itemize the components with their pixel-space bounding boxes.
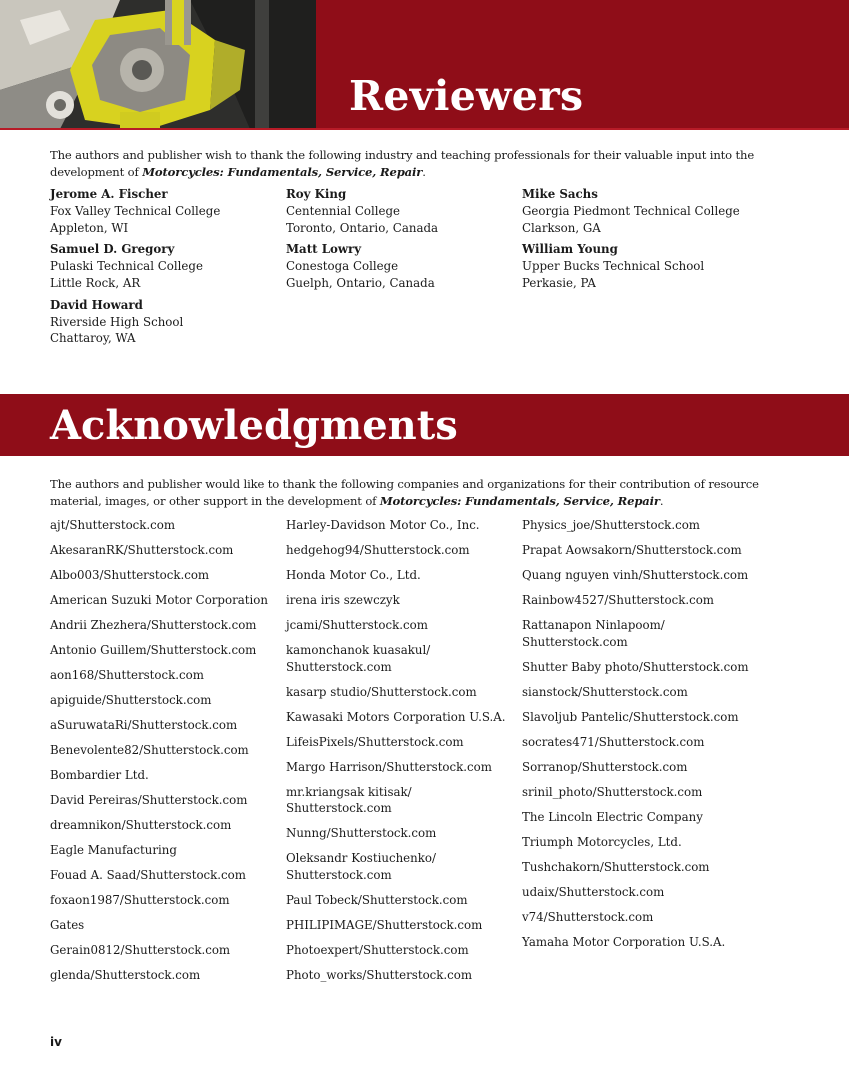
credit-list-item xyxy=(50,692,282,709)
engine-cutaway-illustration xyxy=(0,0,316,129)
credit-name-continued: Shutterstock.com xyxy=(286,801,392,815)
credit-name: Slavoljub Pantelic/Shutterstock.com xyxy=(522,709,739,724)
credit-list-item xyxy=(286,759,518,776)
credit-list-item xyxy=(50,942,282,959)
credit-name: glenda/Shutterstock.com xyxy=(50,968,201,982)
credit-list-item xyxy=(286,709,518,726)
credit-list-item xyxy=(286,592,518,609)
credit-list-item xyxy=(286,892,518,909)
credit-list-item xyxy=(286,642,518,675)
page-number: iv xyxy=(50,1035,62,1049)
credit-name: mr.kriangsak kitisak/ xyxy=(286,784,412,799)
credit-name-continued: Shutterstock.com xyxy=(522,634,628,649)
credit-name: Oleksandr Kostiuchenko/ xyxy=(286,851,436,865)
credit-name: foxaon1987/Shutterstock.com xyxy=(50,893,230,907)
credit-list-item xyxy=(522,934,754,951)
credit-list-item xyxy=(50,817,282,834)
credit-name: PHILIPIMAGE/Shutterstock.com xyxy=(286,917,483,932)
credit-name: srinil_photo/Shutterstock.com xyxy=(522,784,703,799)
credit-list-item xyxy=(286,917,518,934)
credit-list-item xyxy=(522,859,754,876)
credit-list-item xyxy=(286,967,518,984)
credit-list-item xyxy=(50,667,282,684)
reviewers-heading: Reviewers xyxy=(349,72,584,120)
reviewer-institution: Fox Valley Technical College xyxy=(50,203,221,218)
reviewer-entry xyxy=(50,186,280,236)
acknowledgments-column-1 xyxy=(50,517,282,992)
reviewer-entry xyxy=(522,241,752,291)
credit-list-item xyxy=(522,759,754,776)
credit-list-item xyxy=(50,592,282,609)
reviewer-entry xyxy=(286,186,516,236)
reviewers-header xyxy=(0,0,849,129)
credit-name: Paul Tobeck/Shutterstock.com xyxy=(286,892,468,907)
credit-list-item xyxy=(50,617,282,634)
credit-name: Photo_works/Shutterstock.com xyxy=(286,967,473,982)
reviewer-entry xyxy=(286,241,516,291)
credit-name: socrates471/Shutterstock.com xyxy=(522,734,705,749)
credit-name: Harley-Davidson Motor Co., Inc. xyxy=(286,518,480,532)
credit-name: sianstock/Shutterstock.com xyxy=(522,684,688,699)
credit-name: Margo Harrison/Shutterstock.com xyxy=(286,759,492,774)
reviewer-location: Toronto, Ontario, Canada xyxy=(286,220,439,235)
credit-name: Rainbow4527/Shutterstock.com xyxy=(522,593,714,607)
credit-list-item xyxy=(286,784,518,817)
reviewer-location: Chattaroy, WA xyxy=(50,331,136,346)
credit-list-item xyxy=(286,684,518,701)
credit-name: Honda Motor Co., Ltd. xyxy=(286,568,421,582)
reviewer-entry xyxy=(50,297,280,347)
credit-list-item xyxy=(286,734,518,751)
reviewer-name: Samuel D. Gregory xyxy=(50,242,175,257)
reviewer-entry xyxy=(522,186,752,236)
reviewer-entry xyxy=(50,241,280,291)
reviewer-location: Clarkson, GA xyxy=(522,220,601,235)
credit-name: American Suzuki Motor Corporation xyxy=(50,593,268,607)
credit-list-item xyxy=(50,917,282,934)
credit-name: Gerain0812/Shutterstock.com xyxy=(50,943,231,957)
credit-list-item xyxy=(286,567,518,584)
credit-list-item xyxy=(522,659,754,676)
reviewers-column-3 xyxy=(522,186,752,297)
acknowledgments-column-3 xyxy=(522,517,754,959)
credit-list-item xyxy=(522,884,754,901)
credit-list-item xyxy=(522,542,754,559)
credit-list-item xyxy=(522,809,754,826)
credit-name: David Pereiras/Shutterstock.com xyxy=(50,793,248,807)
credit-name: Triumph Motorcycles, Ltd. xyxy=(522,834,682,849)
credit-list-item xyxy=(522,517,754,534)
credit-name: Kawasaki Motors Corporation U.S.A. xyxy=(286,709,506,724)
credit-list-item xyxy=(522,784,754,801)
credit-list-item xyxy=(286,825,518,842)
credit-list-item xyxy=(286,542,518,559)
credit-name: ajt/Shutterstock.com xyxy=(50,518,176,532)
credit-name: jcami/Shutterstock.com xyxy=(286,618,428,632)
credit-list-item xyxy=(286,617,518,634)
credit-name: Gates xyxy=(50,918,85,932)
credit-list-item xyxy=(522,709,754,726)
credit-name: kasarp studio/Shutterstock.com xyxy=(286,684,477,699)
header-rule xyxy=(0,128,849,130)
reviewer-institution: Centennial College xyxy=(286,203,401,218)
reviewers-intro-book-title: Motorcycles: Fundamentals, Service, Repair xyxy=(142,165,423,179)
credit-list-item xyxy=(522,734,754,751)
credit-name: Eagle Manufacturing xyxy=(50,843,177,857)
credit-name: The Lincoln Electric Company xyxy=(522,809,703,824)
credit-name: Bombardier Ltd. xyxy=(50,768,149,782)
acknowledgments-intro xyxy=(50,476,770,510)
credit-name: AkesaranRK/Shutterstock.com xyxy=(50,543,234,557)
acknowledgments-column-2 xyxy=(286,517,518,992)
acknowledgments-heading: Acknowledgments xyxy=(50,402,458,449)
credit-name: Sorranop/Shutterstock.com xyxy=(522,759,688,774)
credit-list-item xyxy=(50,767,282,784)
credit-name: Fouad A. Saad/Shutterstock.com xyxy=(50,868,246,882)
credit-list-item xyxy=(522,617,754,650)
credit-list-item xyxy=(522,909,754,926)
reviewer-location: Perkasie, PA xyxy=(522,275,596,290)
reviewers-column-2 xyxy=(286,186,516,297)
credit-name: Shutter Baby photo/Shutterstock.com xyxy=(522,659,749,674)
credit-name: Benevolente82/Shutterstock.com xyxy=(50,743,249,757)
credit-name: Tushchakorn/Shutterstock.com xyxy=(522,859,710,874)
credit-name: LifeisPixels/Shutterstock.com xyxy=(286,734,464,749)
credit-name: Rattanapon Ninlapoom/ xyxy=(522,618,665,632)
credit-list-item xyxy=(522,834,754,851)
reviewer-institution: Conestoga College xyxy=(286,259,399,274)
reviewer-institution: Riverside High School xyxy=(50,314,184,329)
credit-name: Quang nguyen vinh/Shutterstock.com xyxy=(522,568,749,582)
credit-list-item xyxy=(50,842,282,859)
reviewer-institution: Upper Bucks Technical School xyxy=(522,259,705,274)
reviewer-name: Jerome A. Fischer xyxy=(50,187,168,201)
reviewer-name: Matt Lowry xyxy=(286,242,362,257)
credit-name: hedgehog94/Shutterstock.com xyxy=(286,543,470,557)
credit-list-item xyxy=(50,892,282,909)
credit-name: kamonchanok kuasakul/ xyxy=(286,643,431,657)
credit-list-item xyxy=(522,592,754,609)
credit-list-item xyxy=(50,967,282,984)
reviewer-name: Roy King xyxy=(286,187,347,201)
credit-name: udaix/Shutterstock.com xyxy=(522,884,665,899)
credit-list-item xyxy=(50,542,282,559)
credit-list-item xyxy=(286,942,518,959)
acknowledgments-intro-book-title: Motorcycles: Fundamentals, Service, Repair xyxy=(379,494,660,508)
credit-name: Prapat Aowsakorn/Shutterstock.com xyxy=(522,543,742,557)
reviewers-intro-end: . xyxy=(422,165,426,179)
credit-name: v74/Shutterstock.com xyxy=(522,909,654,924)
credit-name: Albo003/Shutterstock.com xyxy=(50,568,210,582)
acknowledgments-intro-text: The authors and publisher would like to thank the following companies and organizations for their contribution of resource material, images, or other support in the development of xyxy=(50,477,759,508)
credit-name: Nunng/Shutterstock.com xyxy=(286,826,437,840)
acknowledgments-intro-end: . xyxy=(659,494,664,508)
credit-name: Antonio Guillem/Shutterstock.com xyxy=(50,643,257,657)
reviewer-location: Little Rock, AR xyxy=(50,275,141,290)
credit-list-item xyxy=(286,517,518,534)
reviewer-name: Mike Sachs xyxy=(522,187,598,201)
credit-name: aSuruwataRi/Shutterstock.com xyxy=(50,718,238,732)
credit-name: apiguide/Shutterstock.com xyxy=(50,693,212,707)
reviewer-name: William Young xyxy=(522,242,618,257)
reviewers-column-1 xyxy=(50,186,280,352)
credit-list-item xyxy=(522,684,754,701)
credit-list-item xyxy=(286,850,518,883)
credit-name: Physics_joe/Shutterstock.com xyxy=(522,518,700,532)
credit-name: Andrii Zhezhera/Shutterstock.com xyxy=(50,618,257,632)
credit-list-item xyxy=(522,567,754,584)
credit-list-item xyxy=(50,642,282,659)
credit-name: dreamnikon/Shutterstock.com xyxy=(50,818,232,832)
reviewer-location: Guelph, Ontario, Canada xyxy=(286,275,435,290)
reviewer-institution: Georgia Piedmont Technical College xyxy=(522,203,740,218)
credit-list-item xyxy=(50,792,282,809)
reviewer-institution: Pulaski Technical College xyxy=(50,259,203,274)
reviewers-intro xyxy=(50,147,770,181)
credit-name: aon168/Shutterstock.com xyxy=(50,668,204,682)
reviewer-name: David Howard xyxy=(50,297,143,312)
credit-name: Yamaha Motor Corporation U.S.A. xyxy=(522,934,726,949)
credit-name: irena iris szewczyk xyxy=(286,593,400,607)
credit-name-continued: Shutterstock.com xyxy=(286,659,392,674)
credit-name: Photoexpert/Shutterstock.com xyxy=(286,942,469,957)
credit-list-item xyxy=(50,867,282,884)
reviewers-intro-text: The authors and publisher wish to thank the following industry and teaching professionals for their valuable input into the development of xyxy=(50,148,755,179)
credit-list-item xyxy=(50,517,282,534)
credit-name-continued: Shutterstock.com xyxy=(286,867,392,882)
credit-list-item xyxy=(50,567,282,584)
credit-list-item xyxy=(50,742,282,759)
engine-cutaway-photo xyxy=(0,0,316,129)
credit-list-item xyxy=(50,717,282,734)
reviewer-location: Appleton, WI xyxy=(50,220,129,235)
